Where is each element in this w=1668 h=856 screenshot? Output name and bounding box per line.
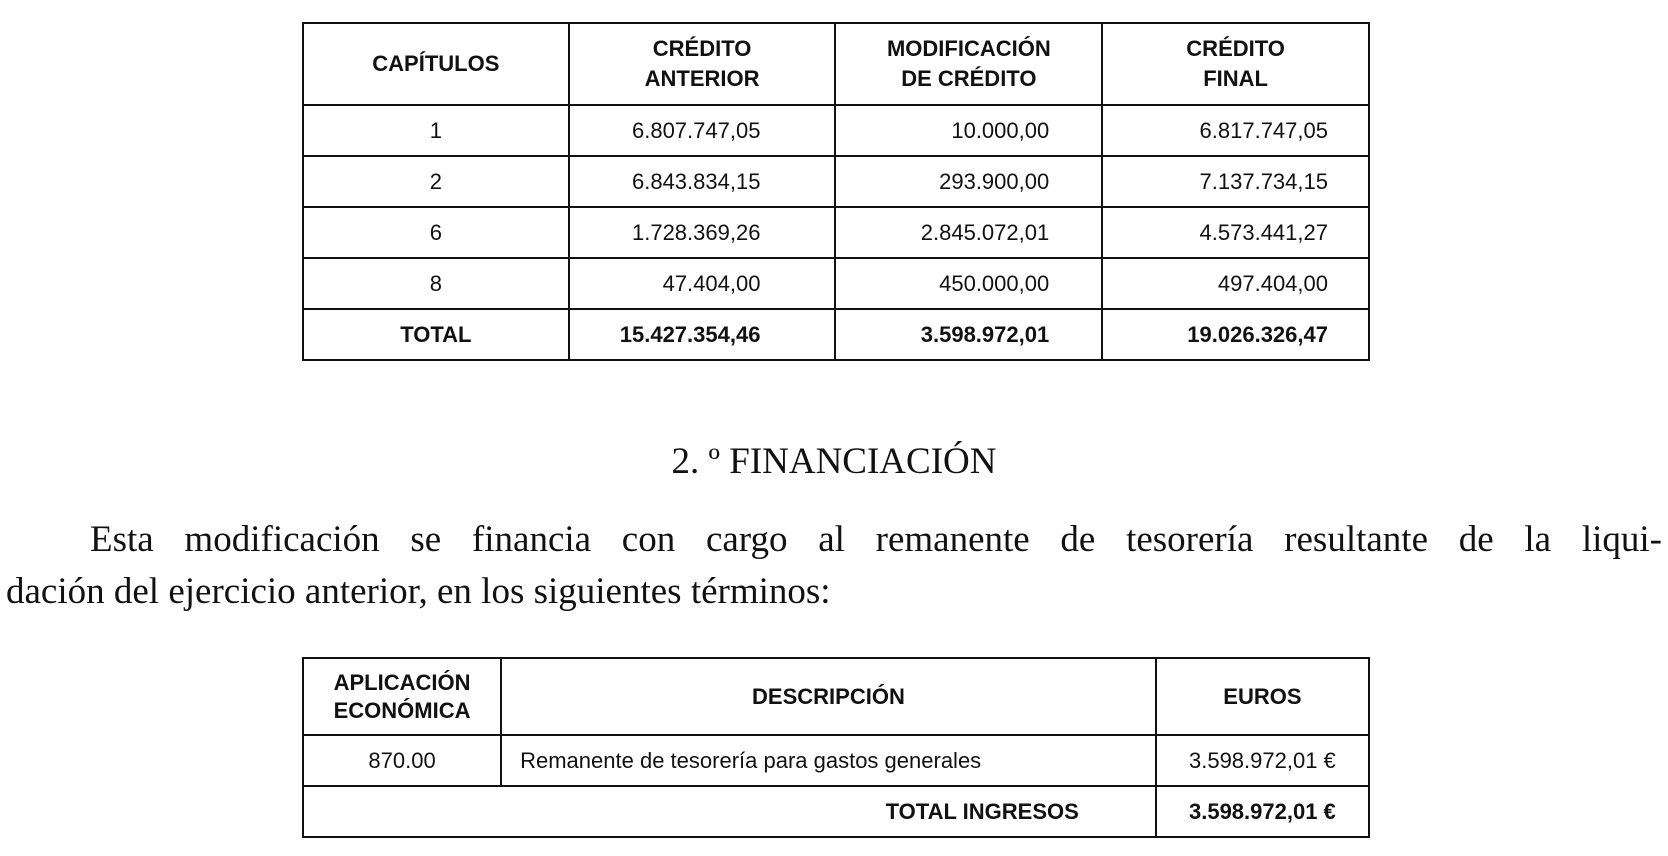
header-credito-final <box>1102 23 1369 105</box>
total-credito-final-cell: 19.026.326,47 <box>1102 309 1369 360</box>
credito-anterior-cell: 47.404,00 <box>569 258 836 309</box>
table-row <box>303 156 1369 207</box>
header-capitulos <box>303 23 569 105</box>
capitulo-cell: 8 <box>303 258 569 309</box>
credito-anterior-cell: 6.843.834,15 <box>569 156 836 207</box>
modificacion-cell: 450.000,00 <box>835 258 1102 309</box>
total-row <box>303 309 1369 360</box>
capitulos-header-row <box>303 23 1369 105</box>
header-text-line1: CRÉDITO <box>1186 36 1285 61</box>
paragraph-line-2: dación del ejercicio anterior, en los siguientes términos: <box>6 571 831 612</box>
body-paragraph <box>6 514 1662 618</box>
total-credito-anterior-cell: 15.427.354,46 <box>569 309 836 360</box>
credito-final-cell: 6.817.747,05 <box>1102 105 1369 156</box>
modificacion-cell: 2.845.072,01 <box>835 207 1102 258</box>
header-text-line2: ANTERIOR <box>644 66 760 91</box>
credito-final-cell: 497.404,00 <box>1102 258 1369 309</box>
table-row <box>303 258 1369 309</box>
euros-cell: 3.598.972,01 € <box>1156 735 1369 786</box>
total-label-cell: TOTAL <box>303 309 569 360</box>
header-descripcion-text: DESCRIPCIÓN <box>752 683 905 709</box>
section-heading: 2. º FINANCIACIÓN <box>671 441 997 482</box>
table-row <box>303 105 1369 156</box>
header-capitulos-text: CAPÍTULOS <box>372 51 500 76</box>
credito-final-cell: 4.573.441,27 <box>1102 207 1369 258</box>
descripcion-cell: Remanente de tesorería para gastos generales <box>501 735 1156 786</box>
capitulo-cell: 2 <box>303 156 569 207</box>
aplicacion-cell: 870.00 <box>303 735 501 786</box>
financiacion-table <box>302 657 1370 838</box>
header-text-line1: CRÉDITO <box>652 36 752 61</box>
header-credito-anterior <box>569 23 836 105</box>
header-euros <box>1156 658 1369 735</box>
modificacion-cell: 293.900,00 <box>835 156 1102 207</box>
modificacion-cell: 10.000,00 <box>835 105 1102 156</box>
credito-anterior-cell: 6.807.747,05 <box>569 105 836 156</box>
capitulos-table <box>302 22 1370 361</box>
header-euros-text: EUROS <box>1223 683 1302 709</box>
credito-anterior-cell: 1.728.369,26 <box>569 207 836 258</box>
capitulo-cell: 1 <box>303 105 569 156</box>
financiacion-header-row <box>303 658 1369 735</box>
total-modificacion-cell: 3.598.972,01 <box>835 309 1102 360</box>
total-ingresos-value: 3.598.972,01 € <box>1156 786 1369 837</box>
total-row <box>303 786 1369 837</box>
header-modificacion-credito <box>835 23 1102 105</box>
header-text-line2: DE CRÉDITO <box>901 66 1037 91</box>
header-text-line2: ECONÓMICA <box>333 697 471 723</box>
table-row <box>303 207 1369 258</box>
header-aplicacion-economica <box>303 658 501 735</box>
paragraph-line-1: Esta modificación se financia con cargo al remanente de tesorería resultante de la liqui- <box>90 519 1662 560</box>
header-text-line2: FINAL <box>1203 66 1268 91</box>
table-row <box>303 735 1369 786</box>
capitulo-cell: 6 <box>303 207 569 258</box>
header-text-line1: APLICACIÓN <box>333 669 471 695</box>
header-text-line1: MODIFICACIÓN <box>886 36 1051 61</box>
credito-final-cell: 7.137.734,15 <box>1102 156 1369 207</box>
total-ingresos-label: TOTAL INGRESOS <box>303 786 1156 837</box>
header-descripcion <box>501 658 1156 735</box>
